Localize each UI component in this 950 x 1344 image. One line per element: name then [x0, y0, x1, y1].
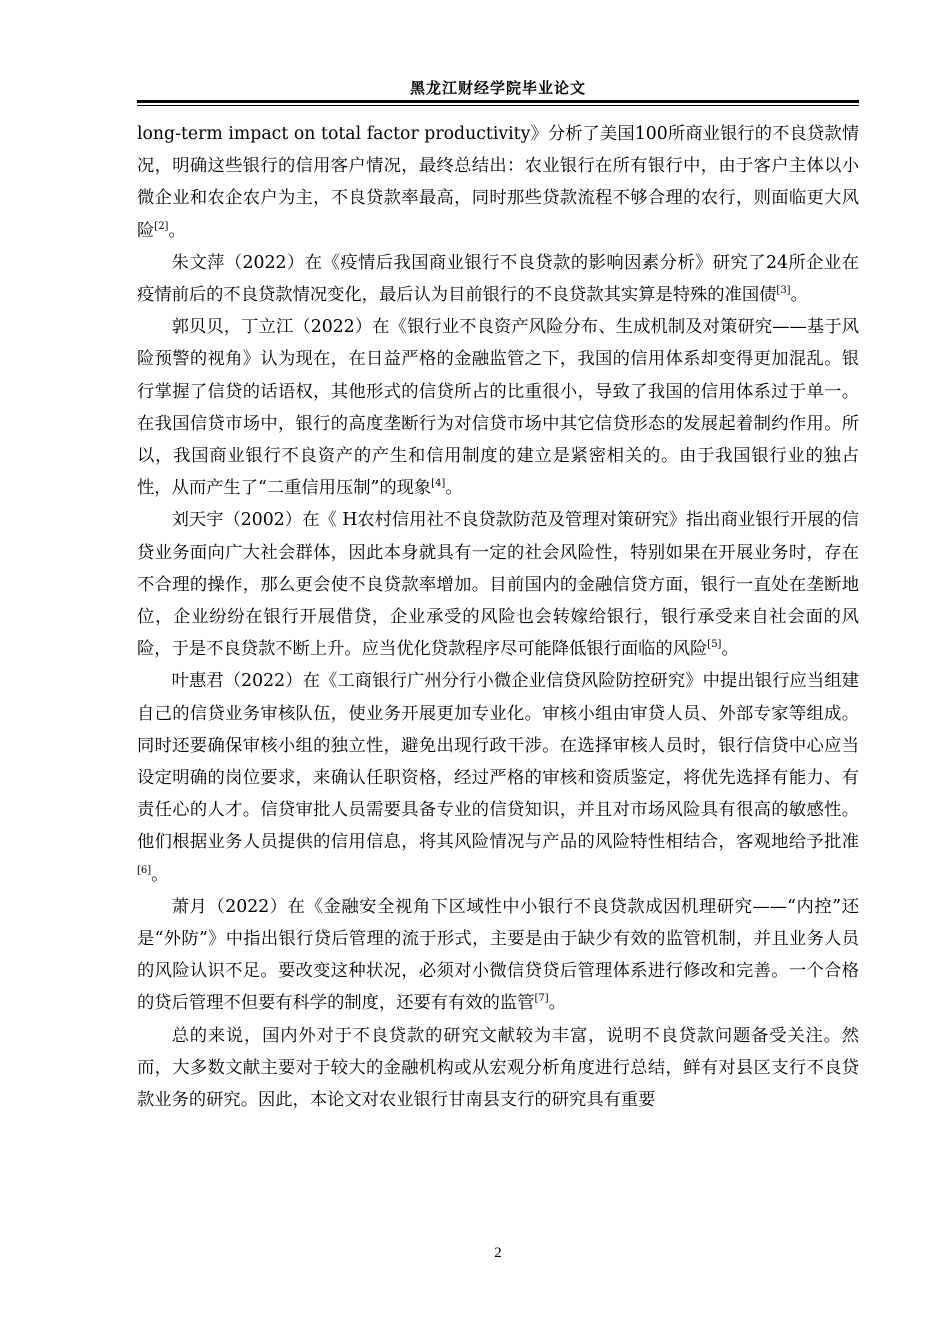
citation-ref: [5] — [707, 639, 722, 651]
paragraph-7 — [137, 1020, 859, 1117]
citation-ref: [4] — [431, 478, 446, 490]
citation-ref: [7] — [534, 993, 549, 1005]
paragraph-text: 郭贝贝，丁立江（2022）在《银行业不良资产风险分布、生成机制及对策研究——基于风险预警的视角》认为现在，在日益严格的金融监管之下，我国的信用体系却变得更加混乱。银行掌握了信贷的话语权，其他形式的信贷所占的比重很小，导致了我国的信用体系过于单一。在我国信贷市场中，银行的高度垄断行为对信贷市场中其它信贷形态的发展起着制约作用。所以，我国商业银行不良资产的产生和信用制度的建立是紧密相关的。由于我国银行业的独占性，从而产生了“二重信用压制”的现象 — [137, 317, 859, 499]
paragraph-text: 朱文萍（2022）在《疫情后我国商业银行不良贷款的影响因素分析》研究了24所企业在疫情前后的不良贷款情况变化，最后认为目前银行的不良贷款其实算是特殊的准国债 — [137, 252, 859, 306]
paragraph-text: 刘天宇（2002）在《 H农村信用社不良贷款防范及管理对策研究》指出商业银行开展的信贷业务面向广大社会群体，因此本身就具有一定的社会风险性，特别如果在开展业务时，存在不合理的操作，那么更会使不良贷款率增加。目前国内的金融信贷方面，银行一直处在垄断地位，企业纷纷在银行开展借贷，企业承受的风险也会转嫁给银行，银行承受来自社会面的风险，于是不良贷款不断上升。应当优化贷款程序尽可能降低银行面临的风险 — [137, 510, 859, 660]
paragraph-5: 叶惠君（2022）在《工商银行广州分行小微企业信贷风险防控研究》中提出银行应当组建自己的信贷业务审核队伍，使业务开展更加专业化。审核小组由审贷人员、外部专家等组成。同时还要确保审核小组的独立性，避免出现行政干涉。在选择审核人员时，银行信贷中心应当设定明确的岗位要求，来确认任职资格，经过严格的审核和资质鉴定，将优先选择有能力、有责任心的人才。信贷审批人员需要具备专业的信贷知识，并且对市场风险具有很高的敏感性。他们根据业务人员提供的信用信息，将其风险情况与产品的风险特性相结合，客观地给予批准[6]。 — [137, 671, 859, 885]
paragraph-2: 朱文萍（2022）在《疫情后我国商业银行不良贷款的影响因素分析》研究了24所企业在疫情前后的不良贷款情况变化，最后认为目前银行的不良贷款其实算是特殊的准国债[3]。 — [137, 252, 859, 306]
body-text — [137, 118, 859, 1116]
page-number: 2 — [494, 1245, 502, 1261]
paragraph-text: long-term impact on total factor productivity》分析了美国100所商业银行的不良贷款情况，明确这些银行的信用客户情况，最终总结出：农业银行在所有银行中，由于客户主体以小微企业和农企农户为主，不良贷款率最高，同时那些贷款流程不够合理的农行，则面临更大风险 — [137, 124, 859, 241]
paragraph-text: 叶惠君（2022）在《工商银行广州分行小微企业信贷风险防控研究》中提出银行应当组建自己的信贷业务审核队伍，使业务开展更加专业化。审核小组由审贷人员、外部专家等组成。同时还要确保审核小组的独立性，避免出现行政干涉。在选择审核人员时，银行信贷中心应当设定明确的岗位要求，来确认任职资格，经过严格的审核和资质鉴定，将优先选择有能力、有责任心的人才。信贷审批人员需要具备专业的信贷知识，并且对市场风险具有很高的敏感性。他们根据业务人员提供的信用信息，将其风险情况与产品的风险特性相结合，客观地给予批准 — [137, 671, 859, 853]
citation-ref: [2] — [154, 220, 169, 232]
header-rule-thin — [137, 105, 859, 106]
citation-ref: [6] — [137, 864, 152, 876]
citation-ref: [3] — [776, 285, 791, 297]
running-header: 黑龙江财经学院毕业论文 — [409, 79, 586, 97]
paragraph-4: 刘天宇（2002）在《 H农村信用社不良贷款防范及管理对策研究》指出商业银行开展的信贷业务面向广大社会群体，因此本身就具有一定的社会风险性，特别如果在开展业务时，存在不合理的操作，那么更会使不良贷款率增加。目前国内的金融信贷方面，银行一直处在垄断地位，企业纷纷在银行开展借贷，企业承受的风险也会转嫁给银行，银行承受来自社会面的风险，于是不良贷款不断上升。应当优化贷款程序尽可能降低银行面临的风险[5]。 — [137, 510, 859, 660]
paragraph-1: long-term impact on total factor productivity》分析了美国100所商业银行的不良贷款情况，明确这些银行的信用客户情况，最终总结出：农业银行在所有银行中，由于客户主体以小微企业和农企农户为主，不良贷款率最高，同时那些贷款流程不够合理的农行，则面临更大风险[2]。 — [137, 124, 859, 241]
paragraph-text: 总的来说，国内外对于不良贷款的研究文献较为丰富，说明不良贷款问题备受关注。然而，大多数文献主要对于较大的金融机构或从宏观分析角度进行总结，鲜有对县区支行不良贷款业务的研究。因此，本论文对农业银行甘南县支行的研究具有重要 — [137, 1025, 859, 1111]
paragraph-6: 萧月（2022）在《金融安全视角下区域性中小银行不良贷款成因机理研究——“内控”还是“外防”》中指出银行贷后管理的流于形式，主要是由于缺少有效的监管机制，并且业务人员的风险认识不足。要改变这种状况，必须对小微信贷贷后管理体系进行修改和完善。一个合格的贷后管理不但要有科学的制度，还要有有效的监管[7]。 — [137, 896, 859, 1014]
paragraph-text: 萧月（2022）在《金融安全视角下区域性中小银行不良贷款成因机理研究——“内控”还是“外防”》中指出银行贷后管理的流于形式，主要是由于缺少有效的监管机制，并且业务人员的风险认识不足。要改变这种状况，必须对小微信贷贷后管理体系进行修改和完善。一个合格的贷后管理不但要有科学的制度，还要有有效的监管 — [137, 896, 859, 1014]
paragraph-3: 郭贝贝，丁立江（2022）在《银行业不良资产风险分布、生成机制及对策研究——基于风险预警的视角》认为现在，在日益严格的金融监管之下，我国的信用体系却变得更加混乱。银行掌握了信贷的话语权，其他形式的信贷所占的比重很小，导致了我国的信用体系过于单一。在我国信贷市场中，银行的高度垄断行为对信贷市场中其它信贷形态的发展起着制约作用。所以，我国商业银行不良资产的产生和信用制度的建立是紧密相关的。由于我国银行业的独占性，从而产生了“二重信用压制”的现象[4]。 — [137, 317, 859, 499]
header-rule-thick — [137, 100, 859, 103]
